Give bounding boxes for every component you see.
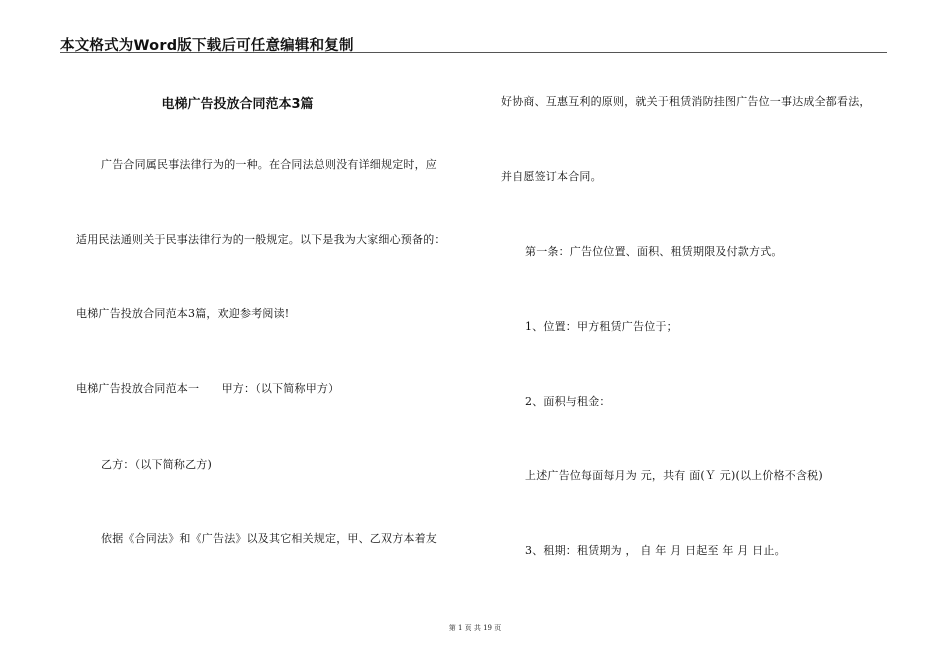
left-line-6: 依据《合同法》和《广告法》以及其它相关规定，甲、乙双方本着友 bbox=[101, 532, 437, 545]
document-title: 电梯广告投放合同范本3篇 bbox=[161, 97, 314, 112]
right-line-4: 1、位置：甲方租赁广告位于； bbox=[525, 320, 678, 333]
left-line-5: 乙方：（以下简称乙方) bbox=[101, 458, 212, 471]
right-line-5: 2、面积与租金： bbox=[525, 395, 611, 408]
left-line-3: 电梯广告投放合同范本3篇，欢迎参考阅读! bbox=[76, 307, 290, 320]
right-line-2: 并自愿签订本合同。 bbox=[501, 170, 602, 183]
left-line-4: 电梯广告投放合同范本一 甲方：（以下简称甲方） bbox=[76, 382, 340, 395]
top-banner: 本文格式为Word版下载后可任意编辑和复制 bbox=[60, 38, 354, 54]
left-line-2: 适用民法通则关于民事法律行为的一般规定。以下是我为大家细心预备的： bbox=[76, 233, 446, 246]
right-line-1: 好协商、互惠互利的原则，就关于租赁消防挂图广告位一事达成全都看法， bbox=[501, 95, 871, 108]
right-line-6: 上述广告位每面每月为 元，共有 面(Ｙ 元)(以上价格不含税) bbox=[525, 469, 823, 482]
banner-divider bbox=[60, 52, 887, 53]
left-line-1: 广告合同属民事法律行为的一种。在合同法总则没有详细规定时，应 bbox=[101, 158, 437, 171]
page-indicator: 第 1 页 共 19 页 bbox=[448, 624, 502, 632]
right-line-3: 第一条：广告位位置、面积、租赁期限及付款方式。 bbox=[525, 245, 783, 258]
right-line-7: 3、租期：租赁期为 ， 自 年 月 日起至 年 月 日止。 bbox=[525, 544, 786, 557]
